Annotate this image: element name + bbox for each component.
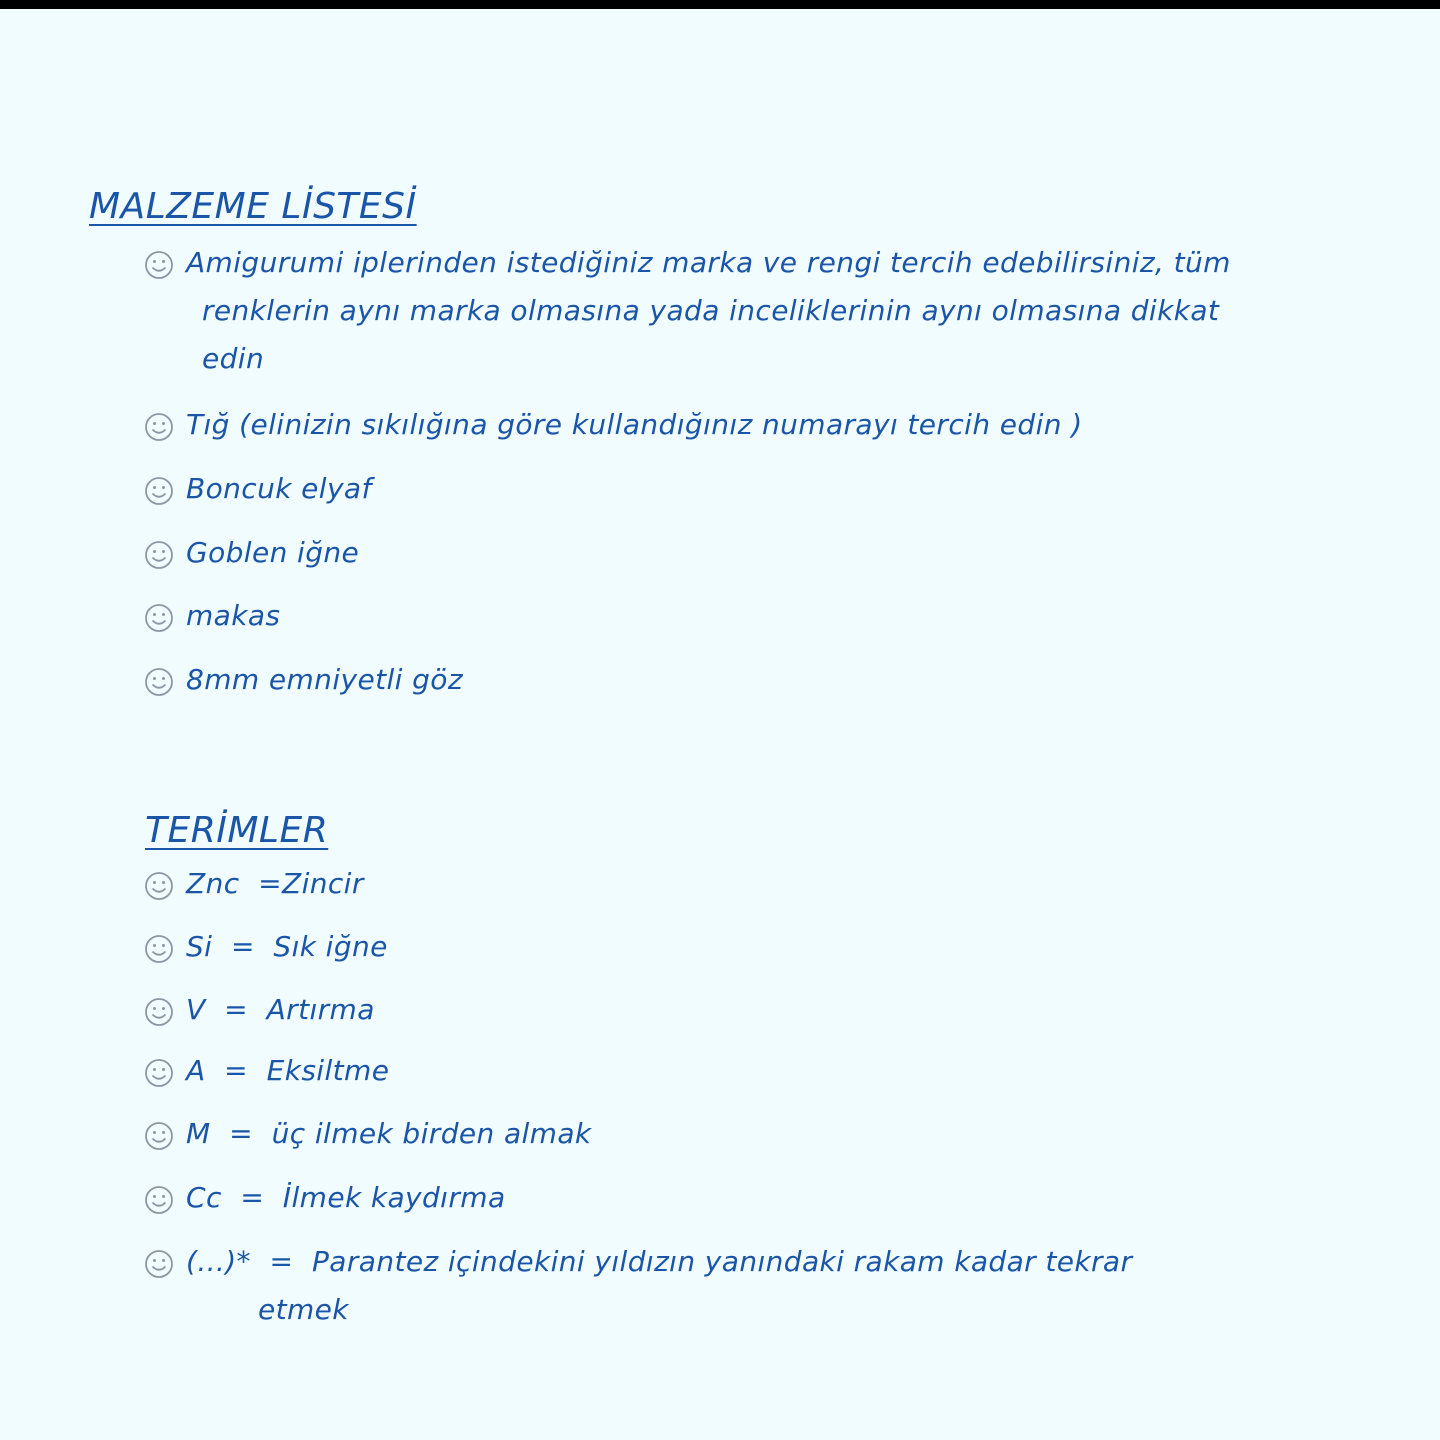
materials-item-text: 8mm emniyetli göz (186, 663, 463, 696)
terms-heading: TERİMLER (145, 810, 329, 851)
terms-item-text: V = Artırma (186, 993, 375, 1026)
smiley-icon (144, 476, 174, 506)
materials-item-text: Goblen iğne (186, 536, 360, 569)
terms-item-line2: etmek (258, 1293, 349, 1326)
smiley-icon (144, 1185, 174, 1215)
smiley-icon (144, 667, 174, 697)
smiley-icon (144, 250, 174, 280)
terms-item-text: Znc =Zincir (186, 867, 364, 900)
smiley-icon (144, 1249, 174, 1279)
terms-item-text: A = Eksiltme (186, 1054, 390, 1087)
smiley-icon (144, 412, 174, 442)
materials-item-line3: edin (202, 342, 265, 375)
materials-item-text: Tığ (elinizin sıkılığına göre kullandığınız numarayı tercih edin ) (186, 408, 1083, 441)
materials-item-text: makas (186, 599, 281, 632)
terms-item-text: Cc = İlmek kaydırma (186, 1181, 506, 1214)
smiley-icon (144, 934, 174, 964)
terms-item-text: M = üç ilmek birden almak (186, 1117, 592, 1150)
materials-item-line2: renklerin aynı marka olmasına yada inceliklerinin aynı olmasına dikkat (202, 294, 1220, 327)
document-page (0, 9, 1440, 1440)
smiley-icon (144, 540, 174, 570)
materials-item-text: Boncuk elyaf (186, 472, 372, 505)
smiley-icon (144, 871, 174, 901)
terms-item-line1: (...)* = Parantez içindekini yıldızın yanındaki rakam kadar tekrar (186, 1245, 1133, 1278)
materials-item-line1: Amigurumi iplerinden istediğiniz marka ve rengi tercih edebilirsiniz, tüm (186, 246, 1231, 279)
smiley-icon (144, 1058, 174, 1088)
smiley-icon (144, 603, 174, 633)
smiley-icon (144, 997, 174, 1027)
smiley-icon (144, 1121, 174, 1151)
terms-item-text: Si = Sık iğne (186, 930, 388, 963)
materials-heading: MALZEME LİSTESİ (89, 186, 417, 227)
